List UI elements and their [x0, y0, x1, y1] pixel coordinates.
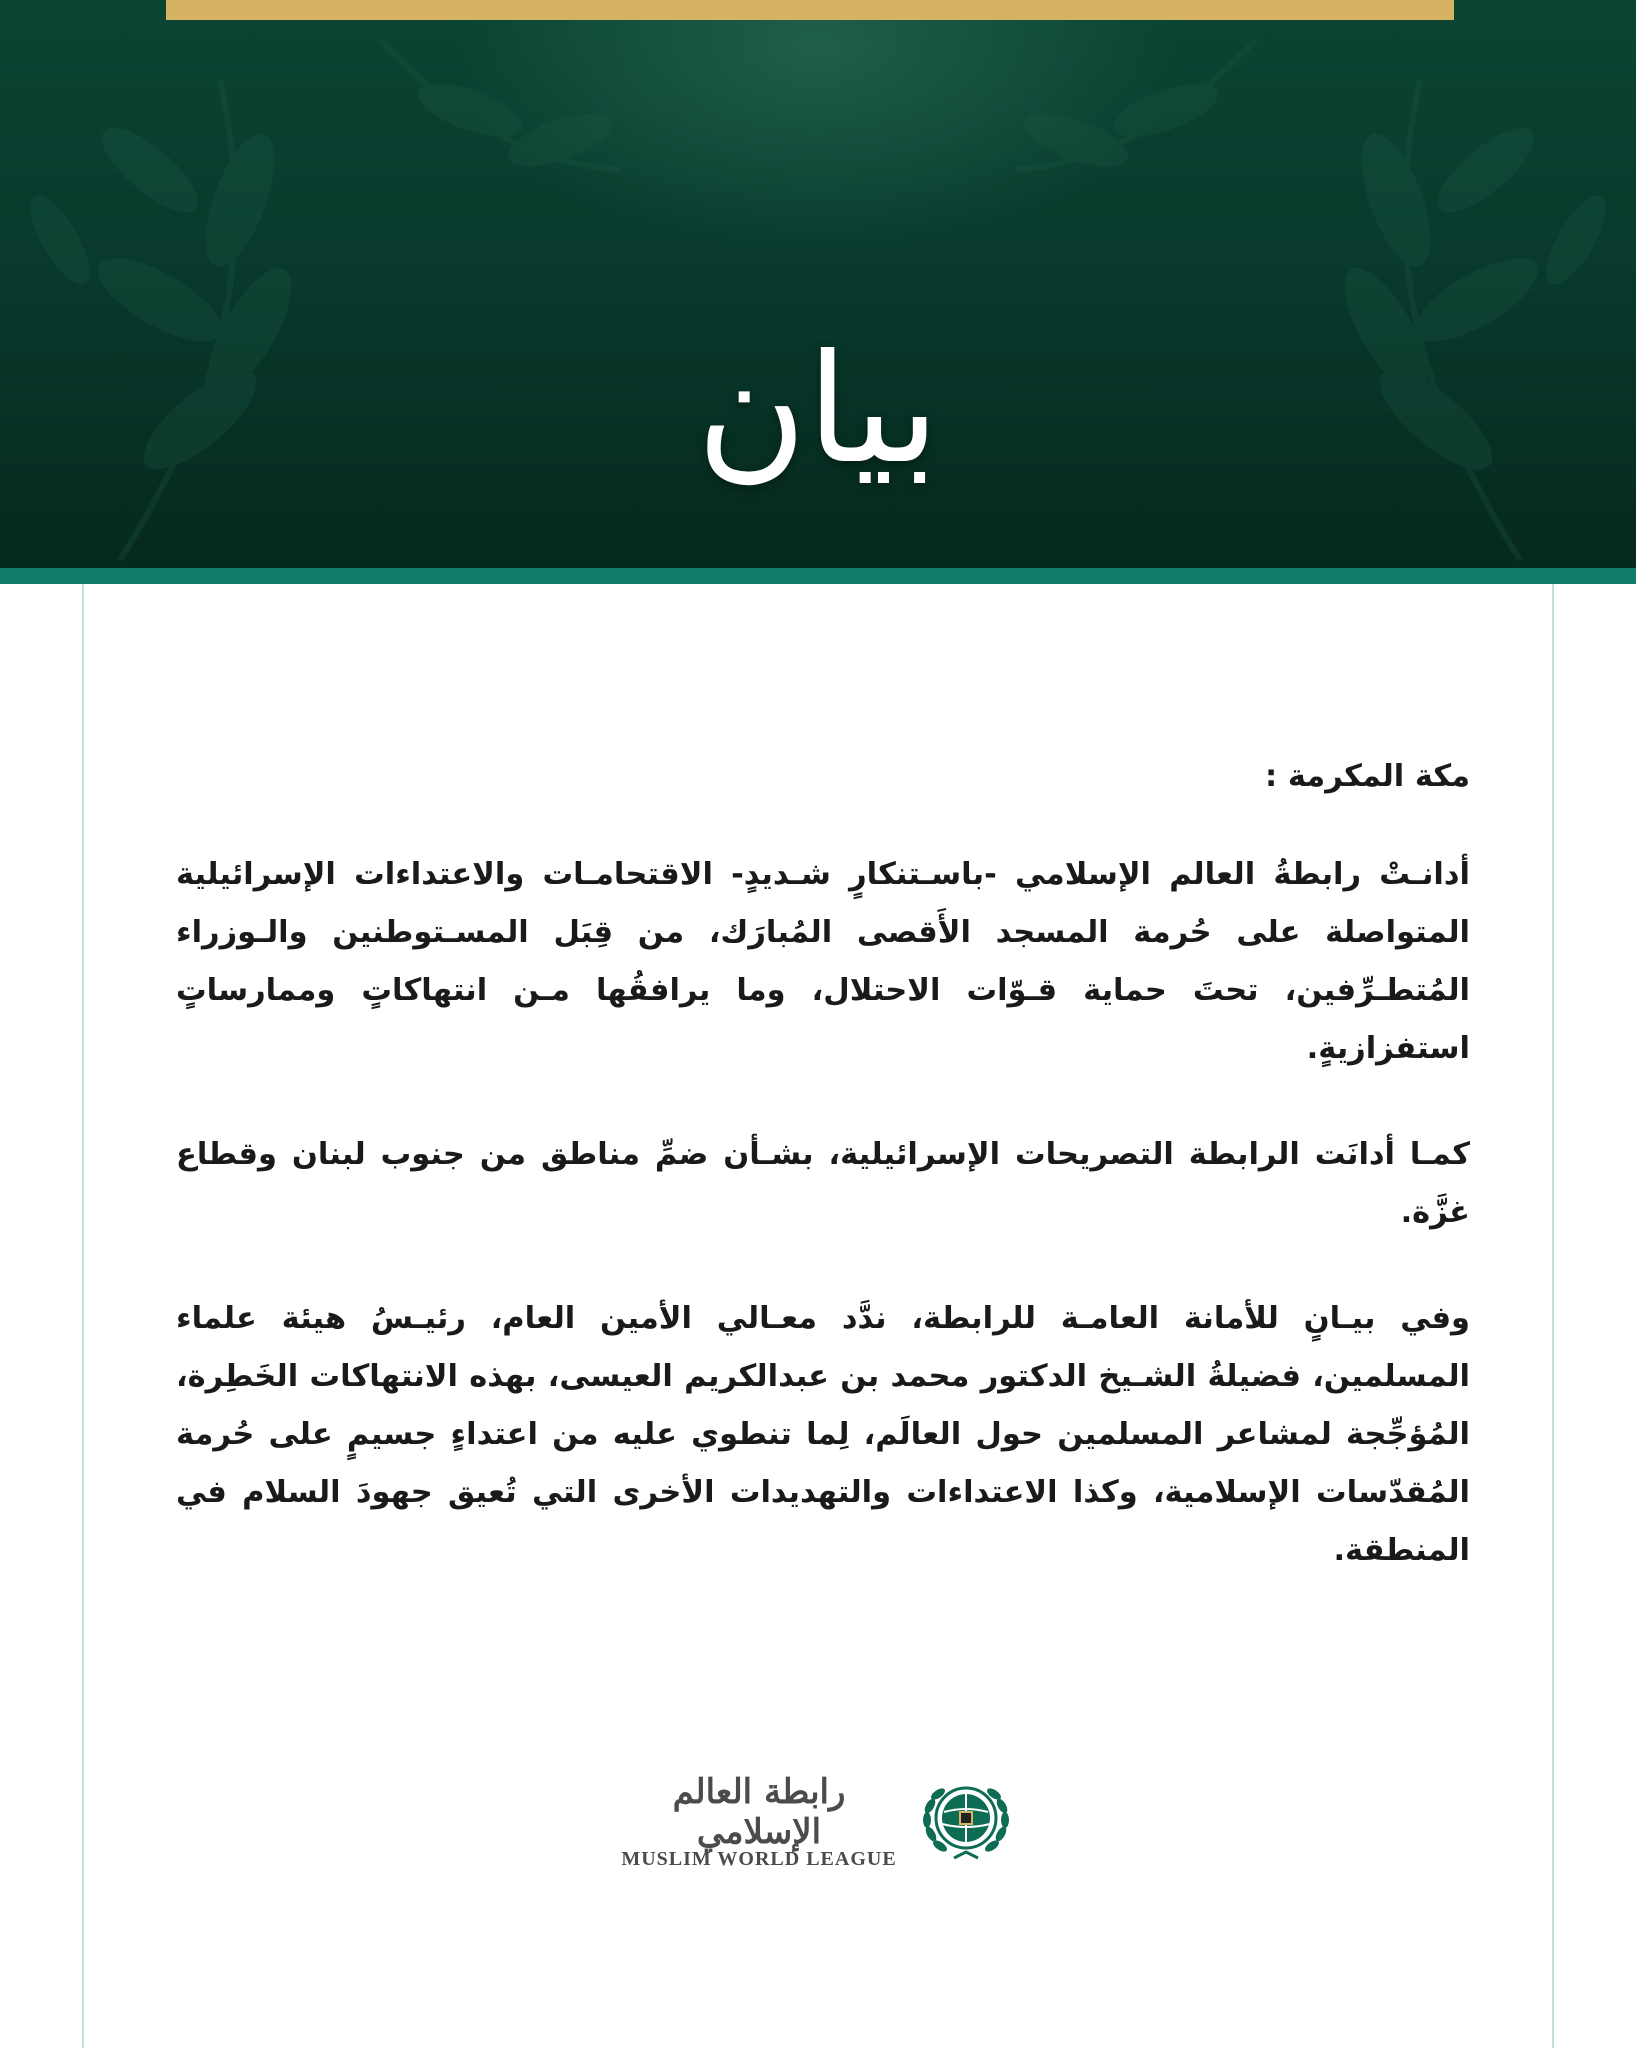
- header-divider: [0, 568, 1636, 584]
- left-border-line: [82, 584, 84, 2048]
- right-border-line: [1552, 584, 1554, 2048]
- logo-arabic-text: رابطة العالم الإسلامي: [672, 1772, 846, 1852]
- gold-top-bar: [166, 0, 1454, 20]
- mwl-logo: [614, 1766, 1014, 1876]
- wreath-emblem-icon: [914, 1766, 1018, 1870]
- statement-body: [176, 748, 1470, 1628]
- logo-english-text: MUSLIM WORLD LEAGUE: [621, 1848, 897, 1870]
- paragraph-3: وفي بيـانٍ للأمانة العامـة للرابطة، ندَّد معـالي الأمين العام، رئيـسُ هيئة علماء المسلمين، فضيلةُ الشـيخ الدكتور محمد بن عبدالكريم العيسى، بهذه الانتهاكات الخَطِرة، المُؤجِّجة لمشاعر المسلمين حول العالَم، لِما تنطوي عليه من اعتداءٍ جسيمٍ على حُرمة المُقدّسات الإسلامية، وكذا الاعتداءات والتهديدات الأخرى التي تُعيق جهودَ السلام في المنطقة.: [176, 1301, 1470, 1568]
- dateline: مكة المكرمة :: [1265, 759, 1470, 794]
- page-title: بيان: [696, 323, 940, 497]
- paragraph-2: كمـا أدانَت الرابطة التصريحات الإسرائيلية، بشـأن ضمِّ مناطق من جنوب لبنان وقطاع غزَّة.: [176, 1137, 1470, 1230]
- paragraph-1: أدانـتْ رابطةُ العالم الإسلامي -باسـتنكارٍ شـديدٍ- الاقتحامـات والاعتداءات الإسرائيلية المتواصلة على حُرمة المسجد الأَقصى المُبارَك، من قِبَل المسـتوطنين والـوزراء المُتطـرِّفين، تحتَ حماية قـوّات الاحتلال، وما يرافقُها مـن انتهاكاتٍ وممارساتٍ استفزازيةٍ.: [176, 857, 1470, 1066]
- header-banner: [0, 0, 1636, 568]
